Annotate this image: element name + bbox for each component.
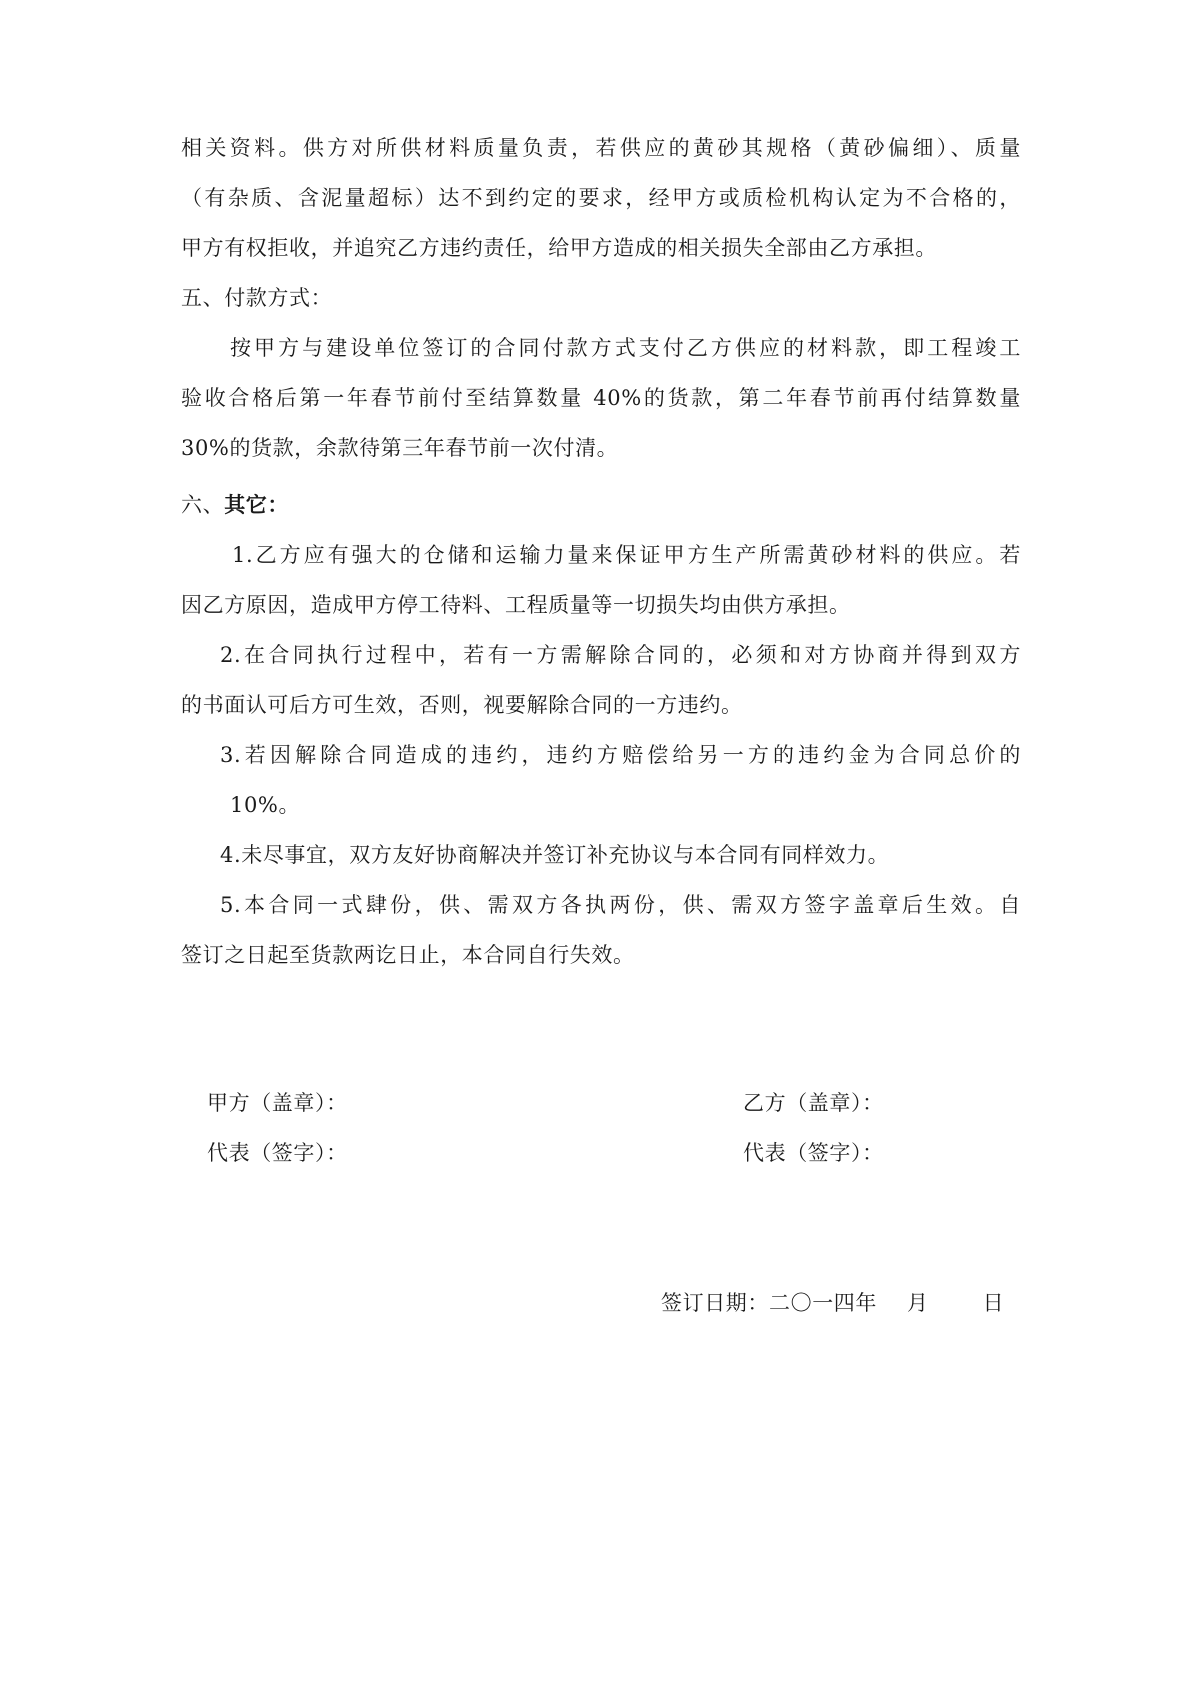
section4-line-3: 甲方有权拒收，并追究乙方违约责任，给甲方造成的相关损失全部由乙方承担。 bbox=[181, 236, 937, 260]
party-b-seal-label: 乙方（盖章）： bbox=[743, 1091, 884, 1115]
item4-line-1: 4.未尽事宜，双方友好协商解决并签订补充协议与本合同有同样效力。 bbox=[220, 843, 890, 867]
section4-line-2: （有杂质、含泥量超标）达不到约定的要求，经甲方或质检机构认定为不合格的， bbox=[181, 186, 1021, 210]
sign-date-month: 月 bbox=[907, 1291, 929, 1315]
sign-date-label: 签订日期： bbox=[661, 1291, 769, 1315]
sign-date-year: 二〇一四年 bbox=[769, 1291, 877, 1315]
sign-date-day: 日 bbox=[982, 1291, 1005, 1315]
section4-line-1: 相关资料。供方对所供材料质量负责，若供应的黄砂其规格（黄砂偏细）、质量 bbox=[181, 136, 1021, 160]
party-a-seal-label: 甲方（盖章）： bbox=[207, 1091, 348, 1115]
section6-heading bbox=[181, 490, 289, 520]
section5-heading: 五、付款方式： bbox=[181, 286, 333, 310]
section5-line-1: 按甲方与建设单位签订的合同付款方式支付乙方供应的材料款，即工程竣工 bbox=[230, 336, 1021, 360]
sign-date bbox=[661, 1288, 1004, 1318]
item1-line-1: 1.乙方应有强大的仓储和运输力量来保证甲方生产所需黄砂材料的供应。若 bbox=[232, 543, 1021, 567]
section5-line-2: 验收合格后第一年春节前付至结算数量 40%的货款，第二年春节前再付结算数量 bbox=[181, 386, 1021, 410]
item2-line-1: 2.在合同执行过程中，若有一方需解除合同的，必须和对方协商并得到双方 bbox=[220, 643, 1021, 667]
item1-line-2: 因乙方原因，造成甲方停工待料、工程质量等一切损失均由供方承担。 bbox=[181, 593, 851, 617]
section6-heading-title: 其它： bbox=[224, 492, 290, 517]
section6-heading-prefix: 六、 bbox=[181, 493, 225, 517]
item2-line-2: 的书面认可后方可生效，否则，视要解除合同的一方违约。 bbox=[181, 693, 743, 717]
party-b-rep-label: 代表（签字）： bbox=[743, 1141, 884, 1165]
item3-line-2: 10%。 bbox=[230, 793, 301, 817]
item5-line-1: 5.本合同一式肆份，供、需双方各执两份，供、需双方签字盖章后生效。自 bbox=[220, 893, 1021, 917]
section5-line-3: 30%的货款，余款待第三年春节前一次付清。 bbox=[181, 436, 619, 460]
party-a-rep-label: 代表（签字）： bbox=[207, 1141, 348, 1165]
item5-line-2: 签订之日起至货款两讫日止，本合同自行失效。 bbox=[181, 943, 635, 967]
item3-line-1: 3.若因解除合同造成的违约，违约方赔偿给另一方的违约金为合同总价的 bbox=[220, 743, 1021, 767]
